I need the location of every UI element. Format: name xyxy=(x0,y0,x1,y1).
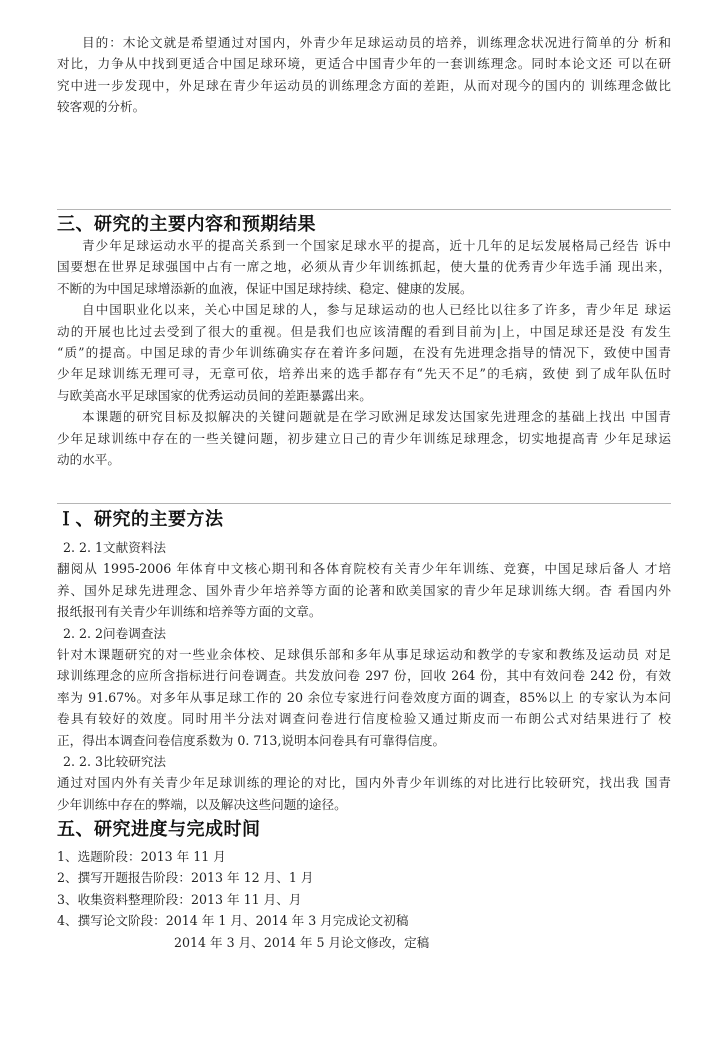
section-3-body xyxy=(57,235,671,470)
text-line: 国要想在世界足球强国中占有一席之地，必须从青少年训练抓起，使大量的优秀青少年选手涌 现出来， xyxy=(57,259,671,275)
text-line: 动的开展也比过去受到了很大的重视。但是我们也应该清醒的看到目前为|上，中国足球还是没 有发生 xyxy=(57,323,671,339)
section-4-body xyxy=(57,537,671,815)
text-line: 正，得出本调查问卷信度系数为 0. 713,说明本问卷具有可靠得信度。 xyxy=(57,732,446,748)
text-line: “质”的提高。中国足球的青少年训练确实存在着许多问题，在没有先进理念指导的情况下，致使中国青 xyxy=(57,344,671,360)
section-3-heading: 三、研究的主要内容和预期结果 xyxy=(57,214,316,235)
section-5-schedule xyxy=(57,846,671,953)
text-line: 球训练理念的应所含指标进行问卷调查。共发放问卷 297 份，回收 264 份，其中有效问卷 242 份，有效 xyxy=(57,668,671,684)
text-line: 目的：木论文就是希望通过对国内，外青少年足球运动员的培养，训练理念状况进行简单的分 析和 xyxy=(82,35,671,50)
text-line: 青少年足球运动水平的提高关系到一个国家足球水平的提高，近十几年的足坛发展格局己经告 诉中 xyxy=(82,238,671,253)
text-line: 与欧美高水平足球国家的优秀运动员间的差距暴露出来。 xyxy=(57,387,372,403)
text-line: 自中国职业化以来，关心中国足球的人，参与足球运动的也人已经比以往多了许多，青少年足 球运 xyxy=(82,302,671,318)
text-line: 翻阅从 1995-2006 年体育中文核心期刊和各体育院校有关青少年年训练、竞赛，中国足球后备人 才培 xyxy=(57,561,671,577)
purpose-paragraph xyxy=(57,32,671,118)
text-line: 动的水平。 xyxy=(57,451,120,467)
text-line: 对比，力争从中找到更适合中国足球环境，更适合中国青少年的一套训练理念。同时本论文还 可以在研 xyxy=(57,56,671,72)
text-line: 报纸报刊有关青少年训练和培养等方面的文章。 xyxy=(57,604,322,620)
section-4-heading: Ｉ、研究的主要方法 xyxy=(57,509,224,530)
schedule-item: 2、撰写开题报告阶段：2013 年 12 月、1 月 xyxy=(57,870,314,886)
text-line: 少年足球训练无理可寻，无章可依，培养出来的选手都存有“先天不足”的毛病，致使 到了成年队伍时 xyxy=(57,366,671,382)
text-line: 养、国外足球先进理念、国外青少年培养等方面的论著和欧美国家的青少年足球训练大纲。杳 看国内外 xyxy=(57,582,671,598)
text-line: 少年足球训练中存在的一些关键问题，初步建立日己的青少年训练足球理念，切实地提高青 少年足球运 xyxy=(57,430,671,446)
text-line: 究中进一步发现中，外足球在青少年运动员的训练理念方面的差距，从而对现今的国内的 训练理念做比 xyxy=(57,77,671,93)
section-divider xyxy=(57,503,671,504)
schedule-item: 3、收集资料整理阶段：2013 年 11 月、月 xyxy=(57,891,302,907)
text-line: 不断的为中国足球增添新的血液，保证中国足球持续、稳定、健康的发展。 xyxy=(57,280,473,296)
text-line: 针对木课题研究的对一些业余体校、足球俱乐部和多年从事足球运动和教学的专家和教练及运动员 对足 xyxy=(57,646,671,662)
text-line: 本课题的研究目标及拟解决的关键问题就是在学习欧洲足球发达国家先进理念的基础上找出 中国青 xyxy=(82,409,671,425)
method-subheading: 2. 2. 3比较研究法 xyxy=(63,753,167,769)
text-line: 通过对国内外有关青少年足球训练的理论的对比，国内外青少年训练的对比进行比较研究，找出我 国青 xyxy=(57,775,671,791)
text-line: 卷具有较好的效度。同时用半分法对调查问卷进行信度检验又通过斯皮而一布朗公式对结果进行了 校 xyxy=(57,711,671,727)
schedule-item: 2014 年 3 月、2014 年 5 月论文修改，定稿 xyxy=(174,934,430,950)
text-line: 较客观的分析。 xyxy=(57,99,146,115)
method-subheading: 2. 2. 2问卷调查法 xyxy=(63,625,167,641)
text-line: 少年训练中存在的弊端，以及解决这些问题的途径。 xyxy=(57,796,347,812)
schedule-item: 4、撰写论文阶段：2014 年 1 月、2014 年 3 月完成论文初稿 xyxy=(57,913,409,929)
schedule-item: 1、选题阶段：2013 年 11 月 xyxy=(57,849,226,864)
section-5-heading: 五、研究进度与完成时间 xyxy=(57,819,261,840)
text-line: 率为 91.67%。对多年从事足球工作的 20 余位专家进行问卷效度方面的调查，85%以上 的专家认为本问 xyxy=(57,689,671,705)
method-subheading: 2. 2. 1文献资料法 xyxy=(63,540,167,555)
